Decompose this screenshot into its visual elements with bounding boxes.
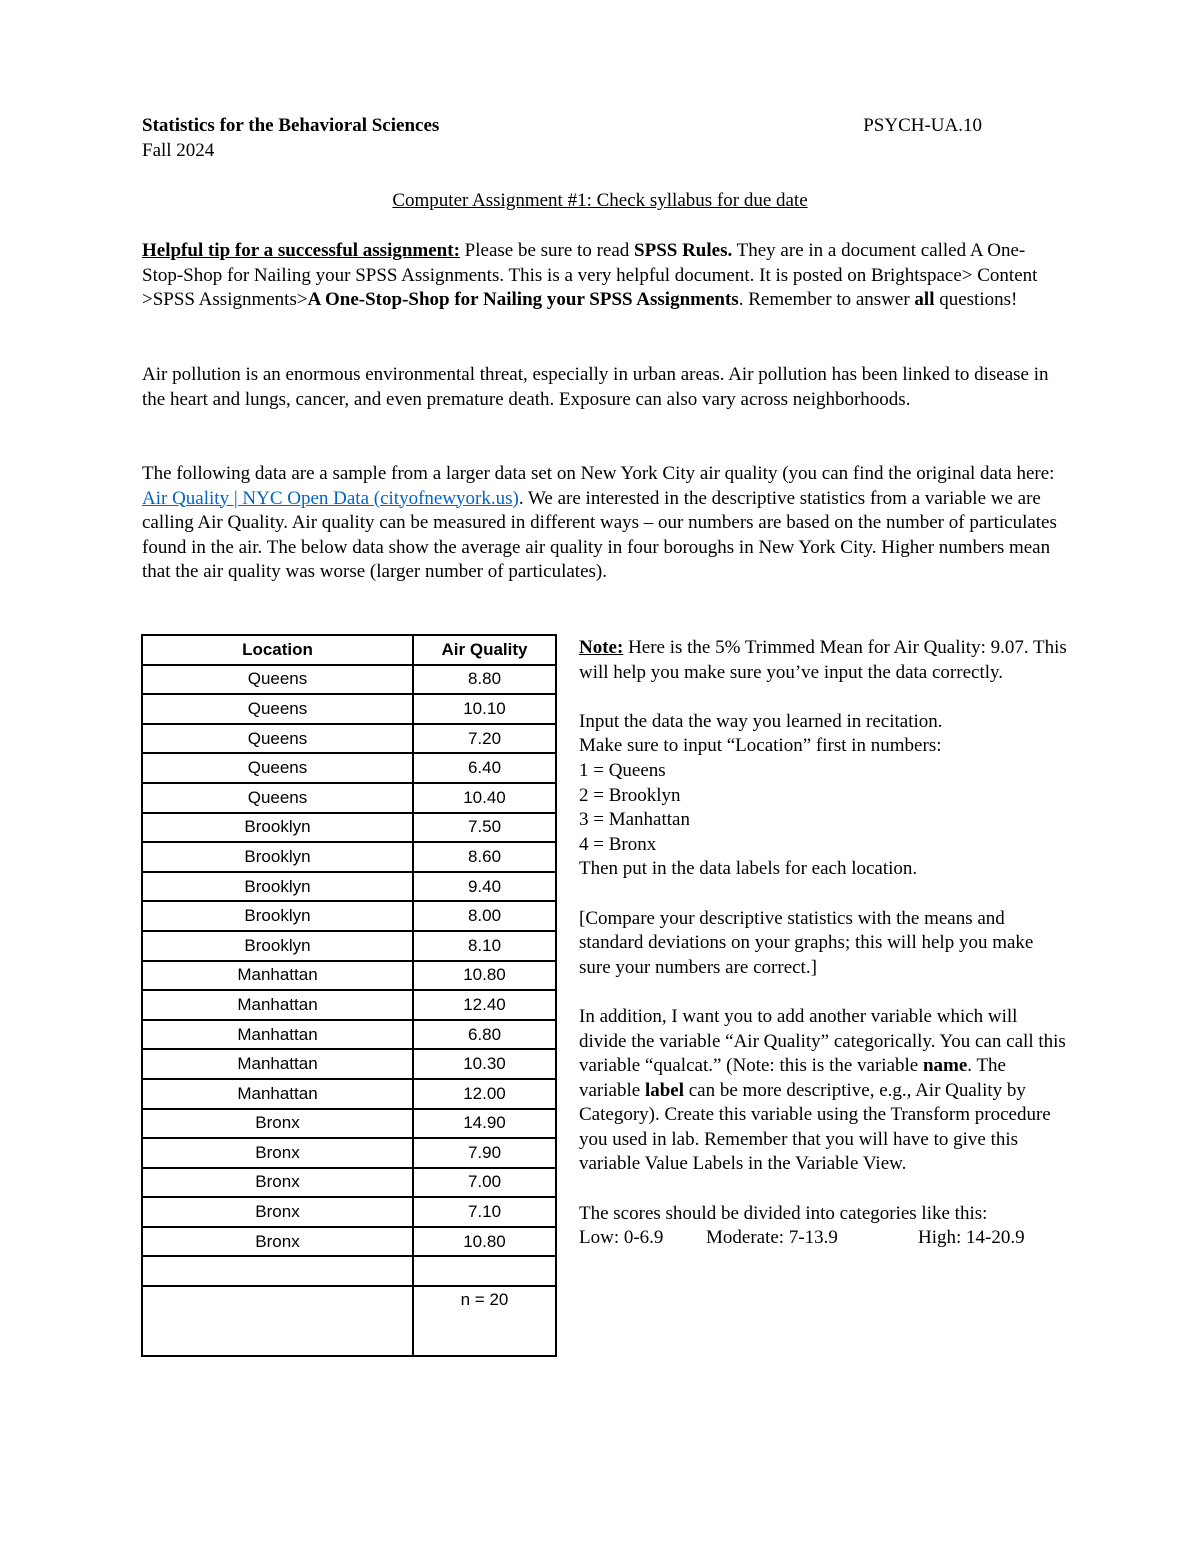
scores-intro: The scores should be divided into categories like this:	[579, 1202, 988, 1224]
category-low: Low: 0-6.9	[579, 1227, 664, 1249]
tip-text-1: Please be sure to read	[459, 240, 635, 261]
table-row	[142, 931, 556, 961]
air-quality-header: Air Quality	[413, 635, 556, 665]
air-quality-cell: 12.40	[413, 990, 556, 1020]
note-paragraph	[579, 636, 1079, 685]
nyc-open-data-link[interactable]: Air Quality | NYC Open Data (cityofnewyork.us)	[142, 487, 519, 509]
table-row	[142, 842, 556, 872]
air-quality-cell: 6.40	[413, 753, 556, 783]
add-text-2: . The variable	[579, 1055, 1006, 1101]
location-cell: Manhattan	[142, 990, 413, 1020]
add-text-1: In addition, I want you to add another variable which will divide the variable “Air Quality” categorically. You can call this variable “qualcat.” (Note: this is the variable	[579, 1005, 1066, 1077]
air-quality-cell: 6.80	[413, 1020, 556, 1050]
tip-spss-rules: SPSS Rules.	[634, 240, 733, 261]
additional-variable-paragraph	[579, 1005, 1069, 1177]
table-row	[142, 694, 556, 724]
air-quality-cell: 10.80	[413, 961, 556, 991]
location-cell: Bronx	[142, 1138, 413, 1168]
air-quality-cell: 8.80	[413, 665, 556, 695]
course-code: PSYCH-UA.10	[863, 115, 982, 136]
empty-row	[142, 1256, 556, 1286]
table-row	[142, 1227, 556, 1257]
location-cell: Manhattan	[142, 961, 413, 991]
location-cell: Brooklyn	[142, 931, 413, 961]
location-cell: Queens	[142, 753, 413, 783]
location-cell: Brooklyn	[142, 901, 413, 931]
table-row	[142, 1020, 556, 1050]
air-quality-table	[141, 634, 557, 1357]
table-row	[142, 1049, 556, 1079]
air-quality-cell: 10.80	[413, 1227, 556, 1257]
intro-paragraph: Air pollution is an enormous environmental threat, especially in urban areas. Air pollution has been linked to disease in the heart and lungs, cancer, and even premature death. Exposure can also vary across neighborhoods.	[142, 364, 1049, 410]
location-cell: Brooklyn	[142, 872, 413, 902]
table-row	[142, 1197, 556, 1227]
location-cell: Queens	[142, 665, 413, 695]
add-bold-label: label	[644, 1079, 684, 1101]
table-body	[142, 665, 556, 1356]
tip-text-4: questions!	[934, 289, 1018, 311]
air-quality-cell: 12.00	[413, 1079, 556, 1109]
input-instruction-1: Input the data the way you learned in recitation.	[579, 710, 943, 732]
table-row	[142, 1079, 556, 1109]
tip-text-3: . Remember to answer	[738, 289, 915, 311]
input-instruction-2: Make sure to input “Location” first in numbers:	[579, 735, 942, 757]
air-quality-cell: 10.40	[413, 783, 556, 813]
table-row	[142, 813, 556, 843]
location-cell: Bronx	[142, 1109, 413, 1139]
air-quality-cell: 7.50	[413, 813, 556, 843]
air-quality-cell: 10.30	[413, 1049, 556, 1079]
location-cell: Manhattan	[142, 1079, 413, 1109]
data-paragraph	[142, 462, 1062, 585]
add-text-3: can be more descriptive, e.g., Air Quality by Category). Create this variable using the Transform procedure you used in lab. Remember that you will have to give this variable Value Labels in the Variable View.	[579, 1079, 1051, 1175]
compare-paragraph: [Compare your descriptive statistics with the means and standard deviations on your graphs; this will help you make sure your numbers are correct.]	[579, 907, 1034, 978]
air-quality-cell: 8.60	[413, 842, 556, 872]
location-code-4: 4 = Bronx	[579, 833, 657, 855]
course-title: Statistics for the Behavioral Sciences	[142, 115, 440, 136]
tip-text-2: They are in a document called A One-Stop-Shop for Nailing your SPSS Assignments. This is a very helpful document. It is posted on Brightspace> Content >SPSS Assignments>	[142, 240, 1038, 311]
data-text-after-link: . We are interested in the descriptive statistics from a variable we are calling Air Quality. Air quality can be measured in different ways – our numbers are based on the number of particulates found in the air. The below data show the average air quality in four boroughs in New York City. Higher numbers mean that the air quality was worse (larger number of particulates).	[142, 487, 1057, 583]
air-quality-cell: 7.20	[413, 724, 556, 754]
table-row	[142, 1168, 556, 1198]
location-cell: Brooklyn	[142, 842, 413, 872]
helpful-tip-paragraph	[142, 239, 1062, 313]
table-row	[142, 1109, 556, 1139]
course-header	[142, 114, 982, 163]
table-row	[142, 872, 556, 902]
table-row	[142, 783, 556, 813]
tip-all: all	[914, 289, 935, 311]
table-row	[142, 961, 556, 991]
empty-cell	[142, 1256, 413, 1286]
tip-document-name: A One-Stop-Shop for Nailing your SPSS Assignments	[307, 289, 739, 311]
air-quality-cell: 7.10	[413, 1197, 556, 1227]
note-label: Note:	[579, 637, 624, 658]
location-cell: Queens	[142, 783, 413, 813]
location-cell: Manhattan	[142, 1049, 413, 1079]
location-header: Location	[142, 635, 413, 665]
location-cell: Bronx	[142, 1197, 413, 1227]
empty-cell	[142, 1286, 413, 1356]
location-cell: Bronx	[142, 1168, 413, 1198]
table-row	[142, 753, 556, 783]
table-row	[142, 901, 556, 931]
location-cell: Manhattan	[142, 1020, 413, 1050]
air-quality-cell: 10.10	[413, 694, 556, 724]
note-text: Here is the 5% Trimmed Mean for Air Quality: 9.07. This will help you make sure you’ve input the data correctly.	[579, 637, 1067, 683]
air-quality-cell: 9.40	[413, 872, 556, 902]
add-bold-name: name	[922, 1055, 968, 1077]
empty-cell	[413, 1256, 556, 1286]
input-instruction-3: Then put in the data labels for each location.	[579, 858, 918, 880]
air-quality-cell: 7.90	[413, 1138, 556, 1168]
tip-label: Helpful tip for a successful assignment:	[142, 240, 460, 261]
air-quality-cell: 8.00	[413, 901, 556, 931]
table-row	[142, 1138, 556, 1168]
location-cell: Queens	[142, 724, 413, 754]
air-quality-cell: 7.00	[413, 1168, 556, 1198]
location-cell: Queens	[142, 694, 413, 724]
location-code-3: 3 = Manhattan	[579, 809, 690, 831]
notes-column	[579, 636, 1079, 1251]
sample-size-cell: n = 20	[413, 1286, 556, 1356]
table-row	[142, 990, 556, 1020]
air-quality-cell: 14.90	[413, 1109, 556, 1139]
location-code-2: 2 = Brooklyn	[579, 784, 681, 806]
table-row	[142, 724, 556, 754]
category-list	[579, 1226, 1079, 1251]
term: Fall 2024	[142, 139, 215, 161]
air-quality-cell: 8.10	[413, 931, 556, 961]
location-cell: Brooklyn	[142, 813, 413, 843]
location-code-1: 1 = Queens	[579, 759, 666, 781]
location-cell: Bronx	[142, 1227, 413, 1257]
category-high: High: 14-20.9	[918, 1227, 1025, 1249]
assignment-title: Computer Assignment #1: Check syllabus for due date	[392, 190, 808, 211]
category-moderate: Moderate: 7-13.9	[706, 1227, 838, 1249]
sample-size-row	[142, 1286, 556, 1356]
table-row	[142, 665, 556, 695]
table-header-row	[142, 635, 556, 665]
data-text-before-link: The following data are a sample from a larger data set on New York City air quality (you can find the original data here:	[142, 463, 1055, 484]
